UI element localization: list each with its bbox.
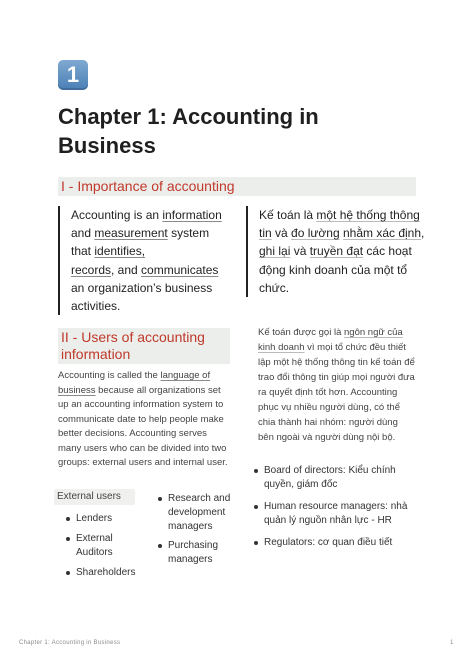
- list-item: Regulators: cơ quan điều tiết: [252, 536, 422, 550]
- text-run: ,: [421, 226, 425, 241]
- underlined-term: ghi lại: [259, 244, 291, 259]
- text-run: Kế toán được gọi là: [258, 327, 345, 338]
- users-paragraph-vietnamese: [258, 325, 416, 445]
- text-run: because all organizations set up an accounting information system to communicate date to help people make better decisions. Accounting serves many users who can be divided into two groups: external users and internal user.: [58, 384, 228, 468]
- underlined-term: information: [162, 208, 222, 222]
- list-item: Human resource managers: nhà quản lý nguồn nhân lực - HR: [252, 500, 422, 528]
- list-item: Purchasing managers: [156, 539, 242, 567]
- text-run: Accounting is called the: [58, 370, 161, 381]
- external-users-list-continued: [156, 492, 242, 572]
- underlined-term: truyền đạt: [309, 244, 364, 259]
- section-heading-users: [58, 328, 230, 364]
- text-run: các hoạt động kinh doanh của một tổ chức.: [259, 244, 412, 295]
- underlined-term: language of business: [58, 370, 211, 396]
- underlined-term: identifies,: [94, 244, 146, 259]
- text-run: và: [271, 226, 292, 241]
- users-paragraph: [58, 369, 232, 471]
- list-item: Research and development managers: [156, 492, 242, 534]
- list-item: Board of directors: Kiểu chính quyền, giám đốc: [252, 464, 422, 492]
- quote-definition-vietnamese: [246, 206, 429, 297]
- text-run: system that: [71, 226, 210, 259]
- list-item: Lenders: [64, 512, 144, 526]
- section-heading-label: I - Importance of accounting: [61, 178, 235, 194]
- text-run: and: [71, 226, 95, 241]
- text-run: , and: [111, 262, 142, 277]
- list-item: Shareholders: [64, 566, 144, 580]
- footer-chapter-label: Chapter 1: Accounting in Business: [19, 640, 121, 646]
- underlined-term: nhằm xác định: [342, 226, 422, 241]
- text-run: vì mọi tổ chức đều thiết lập một hệ thống thông tin kế toán để trao đổi thông tin giúp mọi người đưa ra quyết định tốt hơn. Accounting phục vụ nhiều người dùng, có thể chia thành hai nhóm: người dùng bên ngoài và người dùng nội bộ.: [258, 342, 415, 443]
- quote-definition-english: [58, 206, 229, 315]
- underlined-term: ngôn ngữ của kinh doanh: [258, 327, 403, 353]
- footer-page-number: 1: [450, 640, 454, 646]
- page-title: Chapter 1: Accounting in Business: [58, 104, 319, 158]
- underlined-term: records: [71, 262, 112, 277]
- underlined-term: measurement: [94, 226, 168, 241]
- keycap-one-icon: 1: [58, 60, 88, 90]
- underlined-term: đo lường: [291, 226, 340, 241]
- text-run: và: [290, 244, 310, 259]
- section-heading-label: II - Users of accounting information: [61, 329, 205, 362]
- underlined-term: một hệ thống thông tin: [259, 208, 420, 241]
- text-run: Kế toán là: [259, 208, 317, 222]
- text-run: Accounting is an: [71, 208, 163, 222]
- text-run: an organization’s business activities.: [71, 280, 213, 314]
- list-item: External Auditors: [64, 532, 144, 560]
- external-users-list: [64, 512, 144, 586]
- external-users-tag: External users: [54, 489, 135, 505]
- section-heading-importance: [58, 177, 416, 196]
- internal-users-list: [252, 464, 422, 558]
- underlined-term: communicates: [141, 262, 219, 277]
